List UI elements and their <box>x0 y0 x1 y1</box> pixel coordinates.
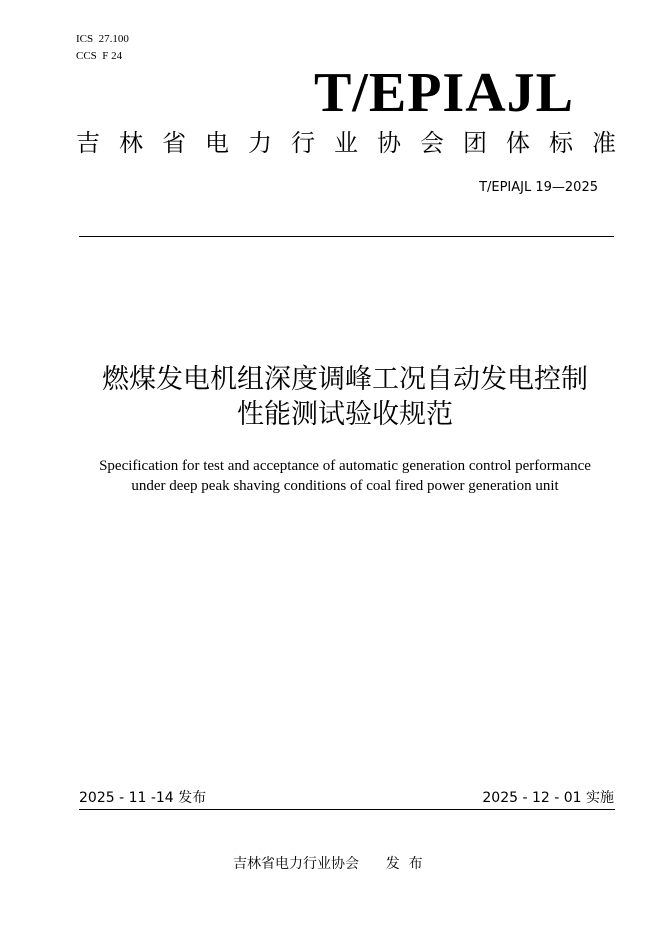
org-name-char: 业 <box>334 129 358 157</box>
org-name-char: 协 <box>377 129 401 157</box>
org-name-char: 力 <box>248 129 272 157</box>
org-name-char: 林 <box>119 129 143 157</box>
issue-date: 2025 - 11 -14 发布 <box>79 790 207 806</box>
ccs-code: CCS F 24 <box>76 50 123 62</box>
org-name-char: 准 <box>592 129 616 157</box>
standard-logo: T/EPIAJL <box>313 62 574 124</box>
chinese-title-line-1: 燃煤发电机组深度调峰工况自动发电控制 <box>102 364 588 395</box>
english-title-line-2: under deep peak shaving conditions of coal fired power generation unit <box>131 478 559 494</box>
org-name-char: 吉 <box>76 129 100 157</box>
header-divider <box>79 236 614 237</box>
english-title-line-1: Specification for test and acceptance of automatic generation control performance <box>99 458 591 474</box>
org-name-char: 团 <box>463 129 487 157</box>
org-name-char: 体 <box>506 129 530 157</box>
footer-divider <box>79 809 615 810</box>
org-name-char: 省 <box>162 129 186 157</box>
implementation-date: 2025 - 12 - 01 实施 <box>482 790 614 806</box>
chinese-title-line-2: 性能测试验收规范 <box>237 399 453 430</box>
organization-standard-name <box>76 126 616 160</box>
org-name-char: 标 <box>549 129 573 157</box>
ics-code: ICS 27.100 <box>76 33 129 45</box>
publisher: 吉林省电力行业协会 发 布 <box>233 856 423 872</box>
standard-number: T/EPIAJL 19—2025 <box>479 180 598 195</box>
org-name-char: 行 <box>291 129 315 157</box>
org-name-char: 会 <box>420 129 444 157</box>
org-name-char: 电 <box>205 129 229 157</box>
